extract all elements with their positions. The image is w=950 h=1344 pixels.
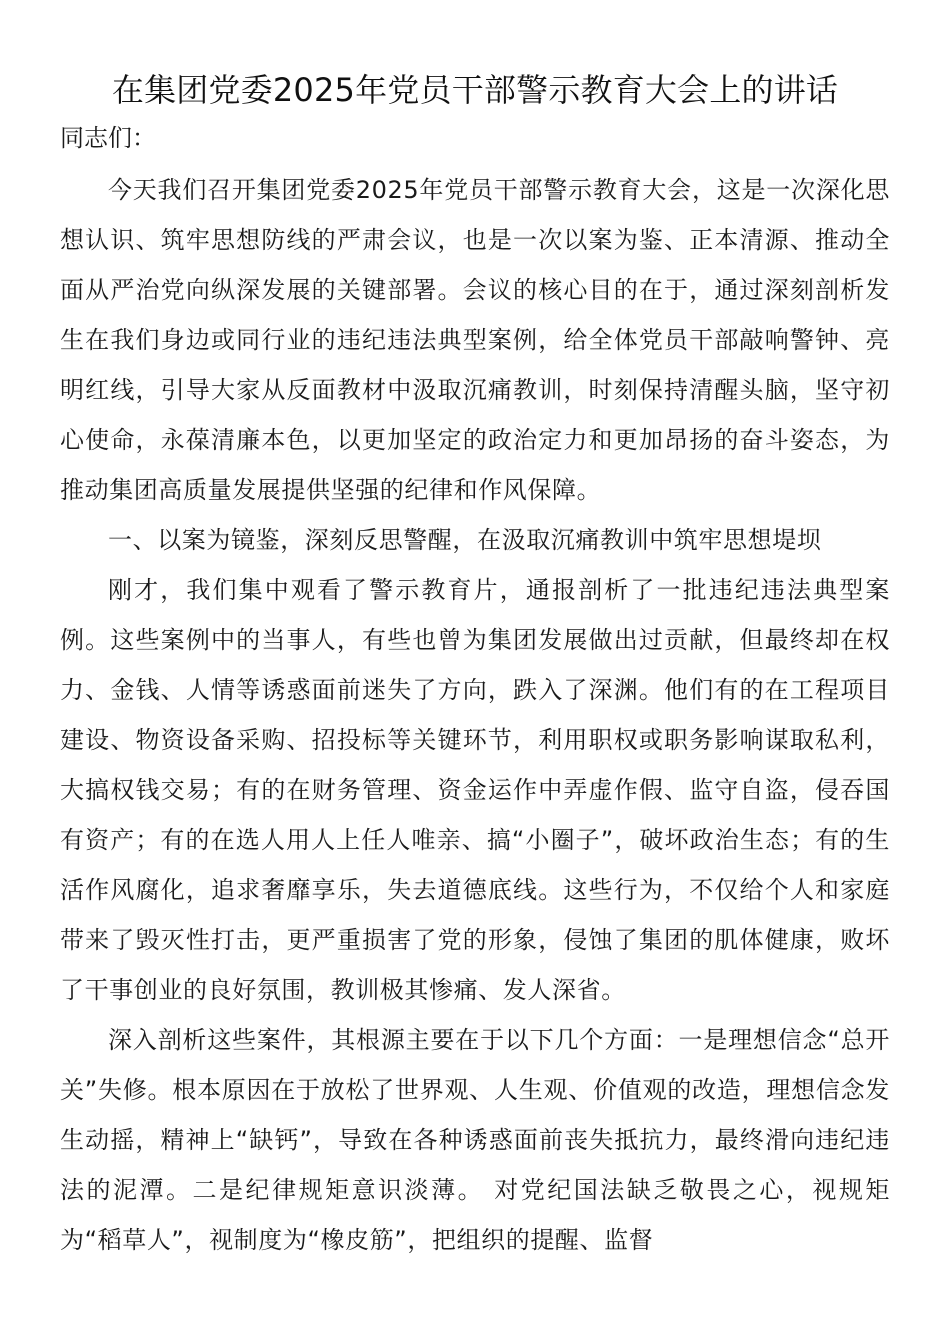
salutation: 同志们： [60,124,156,152]
document-body [60,165,890,1265]
paragraph-intro: 今天我们召开集团党委2025年党员干部警示教育大会，这是一次深化思想认识、筑牢思想防线的严肃会议，也是一次以案为鉴、正本清源、推动全面从严治党向纵深发展的关键部署。会议的核心目的在于，通过深刻剖析发生在我们身边或同行业的违纪违法典型案例，给全体党员干部敲响警钟、亮明红线，引导大家从反面教材中汲取沉痛教训，时刻保持清醒头脑，坚守初心使命，永葆清廉本色，以更加坚定的政治定力和更加昂扬的奋斗姿态，为推动集团高质量发展提供坚强的纪律和作风保障。 [60,176,890,504]
document-title: 在集团党委2025年党员干部警示教育大会上的讲话 [111,71,839,109]
paragraph-cases: 刚才，我们集中观看了警示教育片，通报剖析了一批违纪违法典型案例。这些案例中的当事人，有些也曾为集团发展做出过贡献，但最终却在权力、金钱、人情等诱惑面前迷失了方向，跌入了深渊。他们有的在工程项目建设、物资设备采购、招投标等关键环节，利用职权或职务影响谋取私利，大搞权钱交易；有的在财务管理、资金运作中弄虚作假、监守自盗，侵吞国有资产；有的在选人用人上任人唯亲、搞“小圈子”，破坏政治生态；有的生活作风腐化，追求奢靡享乐，失去道德底线。这些行为，不仅给个人和家庭带来了毁灭性打击，更严重损害了党的形象，侵蚀了集团的肌体健康，败坏了干事创业的良好氛围，教训极其惨痛、发人深省。 [60,576,890,1004]
section-heading-1: 一、以案为镜鉴，深刻反思警醒，在汲取沉痛教训中筑牢思想堤坝 [108,526,822,554]
paragraph-analysis: 深入剖析这些案件，其根源主要在于以下几个方面：一是理想信念“总开关”失修。根本原因在于放松了世界观、人生观、价值观的改造，理想信念发生动摇，精神上“缺钙”，导致在各种诱惑面前丧失抵抗力，最终滑向违纪违法的泥潭。二是纪律规矩意识淡薄。 对党纪国法缺乏敬畏之心，视规矩为“稻草人”，视制度为“橡皮筋”，把组织的提醒、监督 [60,1026,890,1254]
